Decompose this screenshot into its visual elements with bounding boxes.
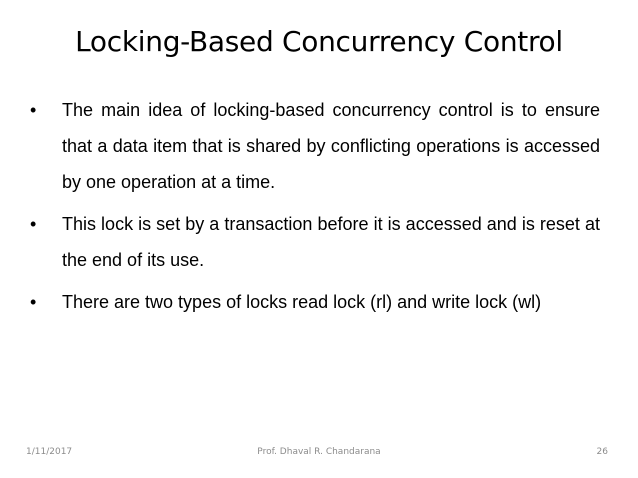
bullet-text: This lock is set by a transaction before it is accessed and is reset at the end of its use. [62, 214, 600, 270]
slide-title: Locking-Based Concurrency Control [75, 25, 563, 58]
footer-date: 1/11/2017 [26, 447, 73, 457]
footer-page-number: 26 [596, 447, 608, 457]
bullet-item [30, 92, 600, 200]
bullet-text: The main idea of locking-based concurrency control is to ensure that a data item that is shared by conflicting operations is accessed by one operation at a time. [62, 100, 600, 192]
bullet-text: There are two types of locks read lock (rl) and write lock (wl) [62, 292, 542, 312]
footer-author: Prof. Dhaval R. Chandarana [257, 447, 381, 457]
bullet-list [30, 92, 600, 326]
bullet-dot-icon: • [30, 100, 37, 120]
bullet-item [30, 284, 600, 320]
bullet-item [30, 206, 600, 278]
bullet-dot-icon: • [30, 292, 37, 312]
bullet-dot-icon: • [30, 214, 37, 234]
